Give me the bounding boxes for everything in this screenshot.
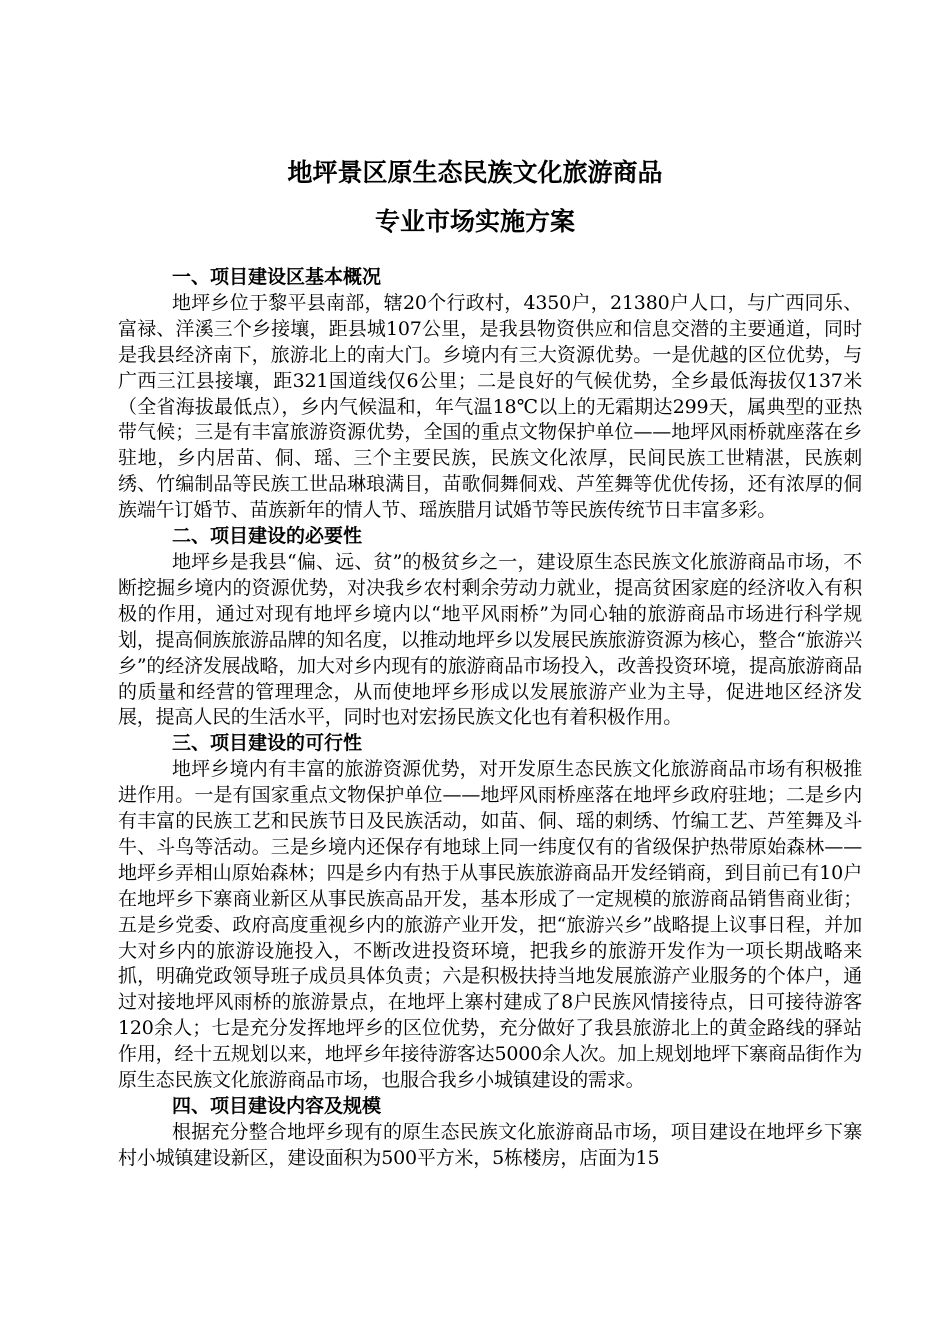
section-heading-necessity: 二、项目建设的必要性 (172, 525, 363, 548)
section-paragraph-scope: 根据充分整合地坪乡现有的原生态民族文化旅游商品市场，项目建设在地坪乡下寨村小城镇建设新区，建设面积为500平方米，5栋楼房，店面为15 (118, 1120, 862, 1169)
section-heading-feasibility: 三、项目建设的可行性 (172, 732, 363, 755)
section-paragraph-overview: 地坪乡位于黎平县南部，辖20个行政村，4350户，21380户人口，与广西同乐、富禄、洋溪三个乡接壤，距县城107公里，是我县物资供应和信息交潜的主要通道，同时是我县经济南下，旅游北上的南大门。乡境内有三大资源优势。一是优越的区位优势，与广西三江县接壤，距321国道线仅6公里；二是良好的气候优势，全乡最低海拔仅137米（全省海拔最低点），乡内气候温和，年气温18℃以上的无霜期达299天，属典型的亚热带气候；三是有丰富旅游资源优势，全国的重点文物保护单位——地坪风雨桥就座落在乡驻地，乡内居苗、侗、瑶、三个主要民族，民族文化浓厚，民间民族工世精湛，民族刺绣、竹编制品等民族工世品琳琅满目，苗歌侗舞侗戏、芦笙舞等优优传扬，还有浓厚的侗族端午订婚节、苗族新年的情人节、瑶族腊月试婚节等民族传统节日丰富多彩。 (118, 291, 862, 522)
section-heading-scope: 四、项目建设内容及规模 (172, 1095, 382, 1117)
section-heading-overview: 一、项目建设区基本概况 (172, 266, 382, 288)
section-paragraph-feasibility: 地坪乡境内有丰富的旅游资源优势，对开发原生态民族文化旅游商品市场有积极推进作用。一是有国家重点文物保护单位——地坪风雨桥座落在地坪乡政府驻地；二是乡内有丰富的民族工艺和民族节日及民族活动，如苗、侗、瑶的刺绣、竹编工艺、芦笙舞及斗牛、斗鸟等活动。三是乡境内还保存有地球上同一纬度仅有的省级保护热带原始森林——地坪乡弄相山原始森林；四是乡内有热于从事民族旅游商品开发经销商，到目前已有10户在地坪乡下寨商业新区从事民族高品开发，基本形成了一定规模的旅游商品销售商业街；五是乡党委、政府高度重视乡内的旅游产业开发，把“旅游兴乡”战略提上议事日程，并加大对乡内的旅游设施投入，不断改进投资环境，把我乡的旅游开发作为一项长期战略来抓，明确党政领导班子成员具体负责；六是积极扶持当地发展旅游产业服务的个体户，通过对接地坪风雨桥的旅游景点，在地坪上寨村建成了8户民族风情接待点，日可接待游客120余人；七是充分发挥地坪乡的区位优势，充分做好了我县旅游北上的黄金路线的驿站作用，经十五规划以来，地坪乡年接待游客达5000余人次。加上规划地坪下寨商品街作为原生态民族文化旅游商品市场，也服合我乡小城镇建设的需求。 (118, 758, 862, 1092)
document-title-line-2: 专业市场实施方案 (374, 207, 575, 236)
section-paragraph-necessity: 地坪乡是我县“偏、远、贫”的极贫乡之一，建设原生态民族文化旅游商品市场，不断挖掘乡境内的资源优势，对决我乡农村剩余劳动力就业，提高贫困家庭的经济收入有积极的作用，通过对现有地坪乡境内以“地平风雨桥”为同心轴的旅游商品市场进行科学规划，提高侗族旅游品牌的知名度，以推动地坪乡以发展民族旅游资源为核心，整合“旅游兴乡”的经济发展战略，加大对乡内现有的旅游商品市场投入，改善投资环境，提高旅游商品的质量和经营的管理理念，从而使地坪乡形成以发展旅游产业为主导，促进地区经济发展，提高人民的生活水平，同时也对宏扬民族文化也有着积极作用。 (118, 550, 862, 729)
document-body (118, 265, 862, 1172)
document-title-line-1: 地坪景区原生态民族文化旅游商品 (287, 158, 663, 187)
